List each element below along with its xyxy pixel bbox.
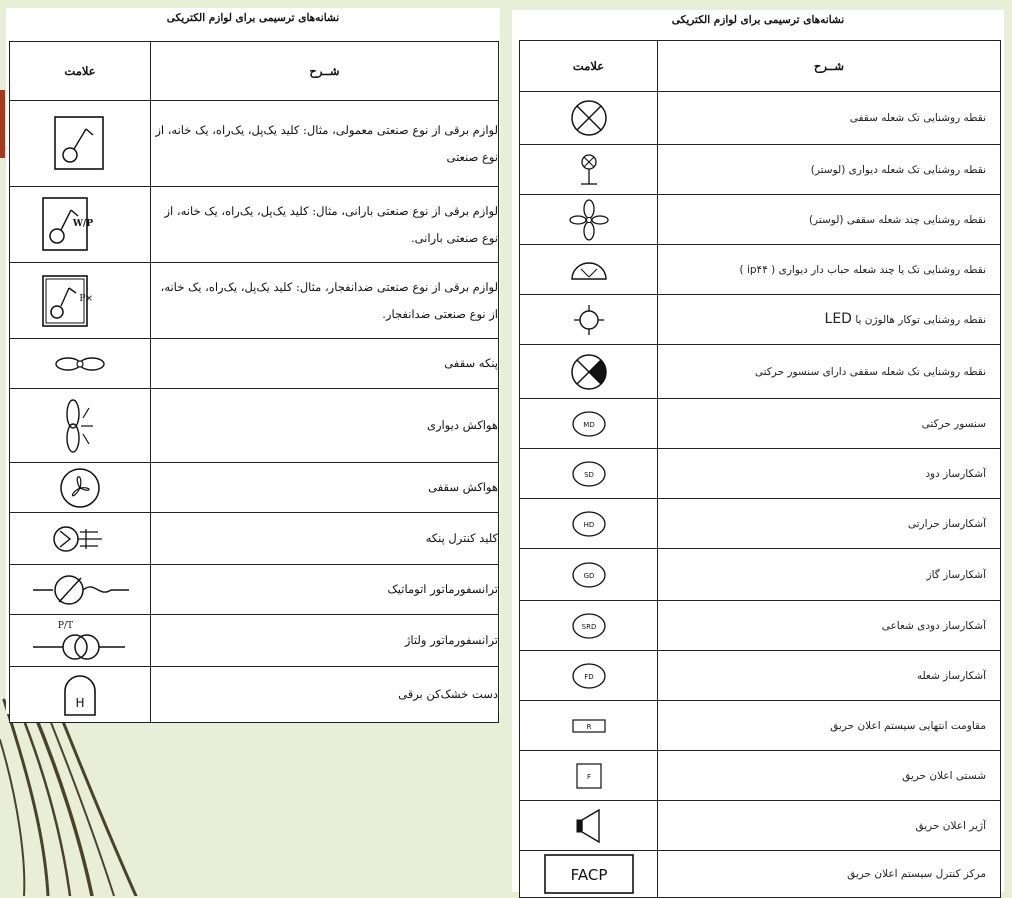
- row-description-text: نقطه روشنایی توکار هالوژن یا: [855, 314, 986, 326]
- table-row: [520, 549, 1001, 601]
- ceiling-exhaust-fan-icon: [58, 466, 102, 510]
- table-header-row: [520, 41, 1001, 92]
- row-description: آشکارساز دودی شعاعی: [658, 601, 1001, 651]
- table-row: [520, 601, 1001, 651]
- table-row: [520, 851, 1001, 898]
- right-legend-sheet: [512, 10, 1004, 892]
- symbol-label: SD: [583, 470, 594, 479]
- row-description: شستی اعلان حریق: [658, 751, 1001, 801]
- symbol-label: FACP: [570, 866, 607, 884]
- hand-dryer-icon: [60, 673, 100, 717]
- symbol-label: GD: [583, 571, 594, 580]
- motion-sensor-icon: [569, 409, 609, 439]
- table-row: [10, 615, 499, 667]
- row-description: هواکش سقفی: [151, 463, 499, 513]
- table-row: [10, 513, 499, 565]
- fire-alarm-siren-icon: [571, 806, 607, 846]
- symbol-label: SRD: [581, 622, 596, 631]
- symbol-label: F: [586, 772, 591, 781]
- single-ceiling-light-icon: [569, 98, 609, 138]
- table-row: [10, 187, 499, 263]
- row-description: لوازم برقی از نوع صنعتی بارانی، مثال: کلید یک‌پل، یک‌راه، یک خانه، از نوع صنعتی بارانی.: [151, 187, 499, 263]
- gas-detector-icon: [569, 560, 609, 590]
- multi-ceiling-light-icon: [569, 198, 609, 242]
- row-description: نقطه روشنایی چند شعله سقفی (لوستر): [658, 195, 1001, 245]
- row-description-suffix: LED: [824, 311, 852, 327]
- table-row: [520, 701, 1001, 751]
- symbol-label: P/T: [57, 620, 73, 631]
- table-row: [10, 339, 499, 389]
- row-description: کلید کنترل پنکه: [151, 513, 499, 565]
- left-sheet-title: نشانه‌های ترسیمی برای لوازم الکتریکی: [166, 12, 340, 24]
- row-description: نقطه روشنایی تک شعله سقفی دارای سنسور حرکتی: [658, 345, 1001, 399]
- table-row: [10, 389, 499, 463]
- auto-transformer-icon: [25, 572, 135, 608]
- bubble-wall-light-icon: [569, 259, 609, 281]
- description-column-header: شــرح: [658, 41, 1001, 92]
- table-row: [520, 449, 1001, 499]
- table-row: [520, 195, 1001, 245]
- halogen-led-light-icon: [571, 302, 607, 338]
- table-row: [10, 667, 499, 723]
- explosion-proof-switch-icon: [35, 270, 125, 332]
- description-column-header: شــرح: [151, 42, 499, 101]
- table-row: [10, 263, 499, 339]
- wall-exhaust-fan-icon: [55, 396, 105, 456]
- facp-icon: [543, 853, 635, 895]
- row-description: مقاومت انتهایی سیستم اعلان حریق: [658, 701, 1001, 751]
- ceiling-fan-icon: [50, 353, 110, 375]
- table-row: [520, 499, 1001, 549]
- symbol-label: R: [586, 722, 591, 731]
- row-description: لوازم برقی از نوع صنعتی ضدانفجار، مثال: کلید یک‌پل، یک‌راه، یک خانه، از نوع صنعتی ضدانفجار.: [151, 263, 499, 339]
- table-row: [520, 651, 1001, 701]
- symbol-label: W/P: [72, 218, 93, 229]
- table-row: [10, 101, 499, 187]
- table-row: [520, 801, 1001, 851]
- table-row: [520, 751, 1001, 801]
- row-description: آشکارساز شعله: [658, 651, 1001, 701]
- rainproof-switch-icon: [35, 194, 125, 256]
- symbol-column-header: علامت: [520, 41, 658, 92]
- row-description: [658, 295, 1001, 345]
- table-row: [520, 245, 1001, 295]
- row-description: آشکارساز حرارتی: [658, 499, 1001, 549]
- row-description: مرکز کنترل سیستم اعلان حریق: [658, 851, 1001, 898]
- symbol-column-header: علامت: [10, 42, 151, 101]
- row-description: دست خشک‌کن برقی: [151, 667, 499, 723]
- table-row: [520, 145, 1001, 195]
- right-legend-table: [519, 40, 1001, 898]
- row-description: ترانسفورماتور اتوماتیک: [151, 565, 499, 615]
- symbol-label: H: [75, 695, 85, 710]
- table-row: [520, 295, 1001, 345]
- row-description: آژیر اعلان حریق: [658, 801, 1001, 851]
- left-legend-table: [9, 41, 499, 723]
- symbol-label: FD: [583, 672, 594, 681]
- voltage-transformer-icon: [25, 619, 135, 663]
- table-row: [10, 463, 499, 513]
- table-header-row: [10, 42, 499, 101]
- symbol-label: ×P: [79, 293, 93, 304]
- row-description: پنکه سقفی: [151, 339, 499, 389]
- left-legend-sheet: [6, 8, 500, 714]
- row-description: آشکارساز دود: [658, 449, 1001, 499]
- row-description: لوازم برقی از نوع صنعتی معمولی، مثال: کلید یک‌پل، یک‌راه، یک خانه، از نوع صنعتی: [151, 101, 499, 187]
- row-description: آشکارساز گاز: [658, 549, 1001, 601]
- table-row: [520, 92, 1001, 145]
- end-of-line-resistor-icon: [569, 716, 609, 736]
- beam-smoke-detector-icon: [569, 611, 609, 641]
- table-row: [520, 399, 1001, 449]
- table-row: [10, 565, 499, 615]
- fire-alarm-button-icon: [574, 761, 604, 791]
- symbol-label: HD: [583, 520, 594, 529]
- flame-detector-icon: [569, 661, 609, 691]
- row-description: نقطه روشنایی تک شعله سقفی: [658, 92, 1001, 145]
- heat-detector-icon: [569, 509, 609, 539]
- smoke-detector-icon: [569, 459, 609, 489]
- symbol-label: MD: [582, 420, 595, 429]
- row-description: نقطه روشنایی تک یا چند شعله حباب دار دیواری ( ip۴۴ ): [658, 245, 1001, 295]
- motion-sensor-light-icon: [568, 351, 610, 393]
- table-row: [520, 345, 1001, 399]
- row-description: سنسور حرکتی: [658, 399, 1001, 449]
- fan-control-switch-icon: [50, 521, 110, 557]
- wall-light-icon: [574, 152, 604, 188]
- right-sheet-title: نشانه‌های ترسیمی برای لوازم الکتریکی: [671, 14, 845, 26]
- ordinary-switch-icon: [50, 113, 110, 175]
- row-description: ترانسفورماتور ولتاژ: [151, 615, 499, 667]
- row-description: نقطه روشنایی تک شعله دیواری (لوستر): [658, 145, 1001, 195]
- row-description: هواکش دیواری: [151, 389, 499, 463]
